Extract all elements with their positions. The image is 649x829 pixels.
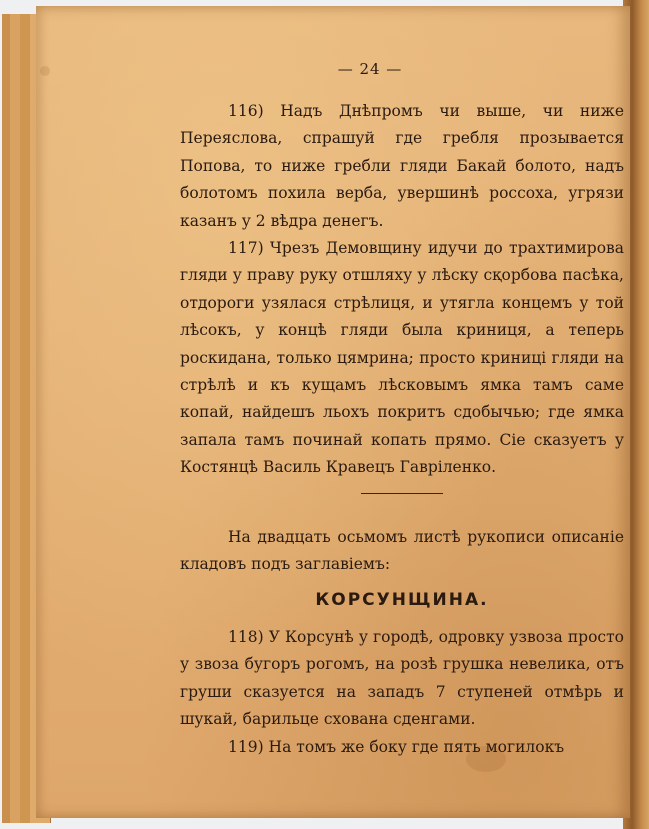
paragraph-119: 119) На томъ же боку где пять могилокъ xyxy=(228,737,565,756)
paragraph-117: 117) Чрезъ Демовщину идучи до трахтимирова гляди у праву руку отшляху у лѣску сқорбова пасѣка, отдороги узялася стрѣлиця, и утягла концемъ у той лѣсокъ, у концѣ гляди была криниця, а теперь роскидана, только цямрина; просто криниці гляди на стрѣлѣ и къ кущамъ лѣсковымъ ямка тамъ саме копай, найдешъ льохъ покритъ сдобычью; где ямка запала тамъ починай копать прямо. Сіе сказуетъ у Костянцѣ Василь Кравецъ Гавріленко. xyxy=(180,239,624,477)
paragraph-116: 116) Надъ Днѣпромъ чи выше, чи ниже Переяслова, спрашуй где гребля прозывается Попова, то ниже гребли гляди Бакай болото, надъ болотомъ похила верба, увершинѣ россоха, угрязи казанъ у 2 вѣдра денегъ. xyxy=(180,102,624,230)
page-sheet xyxy=(36,6,630,818)
intro-paragraph: На двадцать осьмомъ листѣ рукописи описаніе кладовъ подъ заглавіемъ: xyxy=(180,527,624,574)
paragraph-118: 118) У Корсунѣ у городѣ, одровку узвоза просто у звоза бугоръ рогомъ, на розѣ грушка невелика, отъ груши сказуется на западъ 7 ступеней отмѣрь и шукай, барильце схована сденгами. xyxy=(180,627,624,729)
section-divider xyxy=(361,493,443,494)
page-number: — 24 — xyxy=(337,60,403,78)
section-heading: КОРСУНЩИНА. xyxy=(315,589,489,610)
spacer xyxy=(180,502,624,524)
body-text xyxy=(180,98,624,761)
